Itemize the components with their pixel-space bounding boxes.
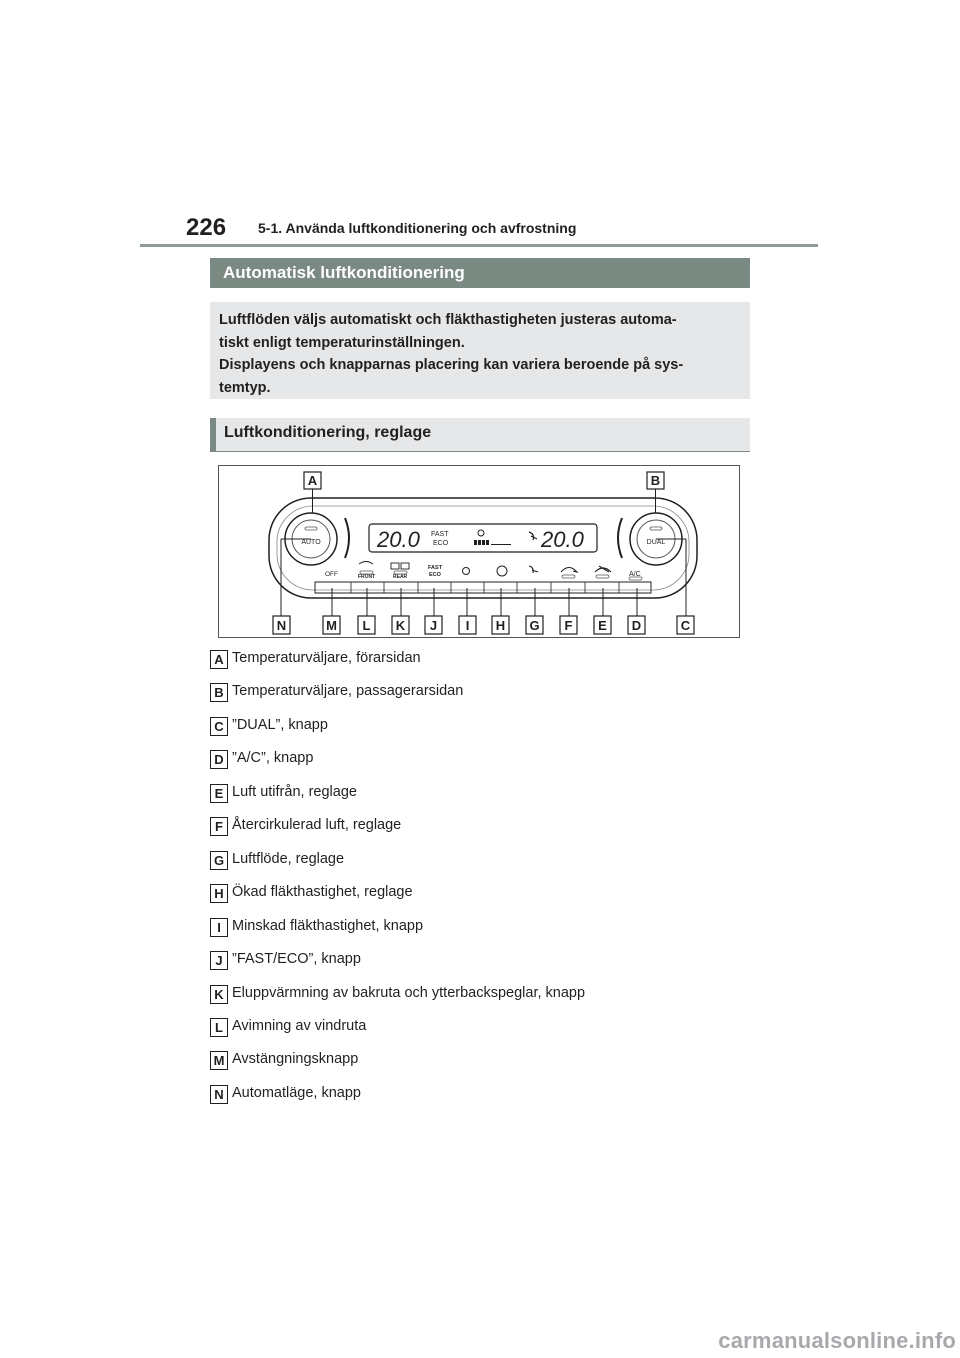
callout-i [459, 616, 476, 634]
svg-text:G: G [529, 618, 540, 633]
climate-control-diagram [218, 465, 740, 638]
legend-text: ”A/C”, knapp [232, 750, 314, 766]
legend-text: ”DUAL”, knapp [232, 717, 328, 733]
svg-text:REAR: REAR [393, 574, 408, 580]
callout-n [273, 616, 290, 634]
left-temp: 20.0 [377, 527, 420, 552]
legend-badge: C [210, 717, 228, 736]
callout-h [492, 616, 509, 634]
svg-text:I: I [465, 618, 470, 633]
intro-line: Luftflöden väljs automatiskt och fläkthastigheten justeras automa- [219, 312, 677, 328]
intro-line: Displayens och knapparnas placering kan variera beroende på sys- [219, 357, 684, 373]
bottom-callouts [273, 539, 694, 634]
svg-text:A: A [307, 473, 318, 488]
svg-text:E: E [598, 618, 607, 633]
callout-d [628, 616, 645, 634]
fan-increase-icon [497, 566, 507, 576]
svg-text:F: F [564, 618, 573, 633]
legend-badge: H [210, 884, 228, 903]
left-knob-arc [345, 518, 349, 558]
auto-label: AUTO [301, 539, 321, 546]
intro-box [210, 302, 750, 399]
callout-m [323, 616, 340, 634]
callout-k [392, 616, 409, 634]
legend-badge: M [210, 1051, 228, 1070]
svg-text:H: H [495, 618, 506, 633]
svg-text:D: D [631, 618, 642, 633]
legend-text: Avimning av vindruta [232, 1018, 367, 1034]
callout-g [526, 616, 543, 634]
recirculation-icon [561, 568, 577, 573]
svg-text:FRONT: FRONT [358, 574, 376, 580]
right-knob-arc [618, 518, 622, 558]
eco-text: ECO [433, 540, 449, 547]
legend-text: Eluppvärmning av bakruta och ytterbackspeglar, knapp [232, 985, 586, 1001]
svg-text:J: J [429, 618, 438, 633]
svg-text:K: K [395, 618, 406, 633]
fast-eco-icon [428, 565, 443, 578]
fan-decrease-icon [463, 568, 470, 575]
legend-badge: B [210, 683, 228, 702]
off-label: OFF [325, 571, 338, 578]
intro-line: tiskt enligt temperaturinställningen. [219, 334, 465, 351]
legend-text: Luftflöde, reglage [232, 851, 345, 867]
section-title: Automatisk luftkonditionering [210, 258, 750, 288]
header-rule [140, 244, 818, 247]
callout-e [594, 616, 611, 634]
legend-text: Minskad fläkthastighet, knapp [232, 918, 424, 934]
svg-text:ECO: ECO [429, 572, 441, 578]
legend-text: Avstängningsknapp [232, 1051, 359, 1067]
legend-badge: D [210, 750, 228, 769]
callout-j [425, 616, 442, 634]
chapter-title: 5-1. Använda luftkonditionering och avfrostning [258, 220, 577, 236]
legend-text: Temperaturväljare, passagerarsidan [232, 683, 464, 699]
dual-label: DUAL [646, 539, 666, 546]
svg-text:L: L [362, 618, 371, 633]
legend-badge: F [210, 817, 228, 836]
legend-badge: J [210, 951, 228, 970]
intro-line: temtyp. [219, 379, 271, 396]
legend-text: Ökad fläkthastighet, reglage [232, 884, 413, 900]
svg-text:C: C [680, 618, 691, 633]
outside-air-icon [595, 566, 611, 572]
legend-text: Temperaturväljare, förarsidan [232, 650, 421, 666]
svg-text:N: N [276, 618, 287, 633]
callout-f [560, 616, 577, 634]
watermark: carmanualsonline.info [718, 1328, 956, 1353]
page-number: 226 [186, 214, 227, 241]
fast-text: FAST [431, 531, 449, 538]
callout-l [358, 616, 375, 634]
display-screen [369, 524, 597, 552]
ac-label: A/C [629, 571, 641, 578]
legend-text: Återcirkulerad luft, reglage [232, 817, 402, 833]
right-temp: 20.0 [541, 527, 584, 552]
legend-badge: I [210, 918, 228, 937]
legend-text: ”FAST/ECO”, knapp [232, 951, 361, 967]
legend-badge: A [210, 650, 228, 669]
legend-badge: E [210, 784, 228, 803]
svg-text:FAST: FAST [428, 565, 443, 571]
svg-text:M: M [326, 618, 337, 633]
callout-c [677, 616, 694, 634]
legend-text: Automatläge, knapp [232, 1085, 361, 1101]
legend-badge: G [210, 851, 228, 870]
subsection-title: Luftkonditionering, reglage [210, 418, 750, 452]
airflow-mode-icon [529, 566, 538, 573]
legend-badge: L [210, 1018, 228, 1037]
legend-text: Luft utifrån, reglage [232, 784, 357, 800]
legend-badge: K [210, 985, 228, 1004]
legend-badge: N [210, 1085, 228, 1104]
svg-text:B: B [650, 473, 661, 488]
